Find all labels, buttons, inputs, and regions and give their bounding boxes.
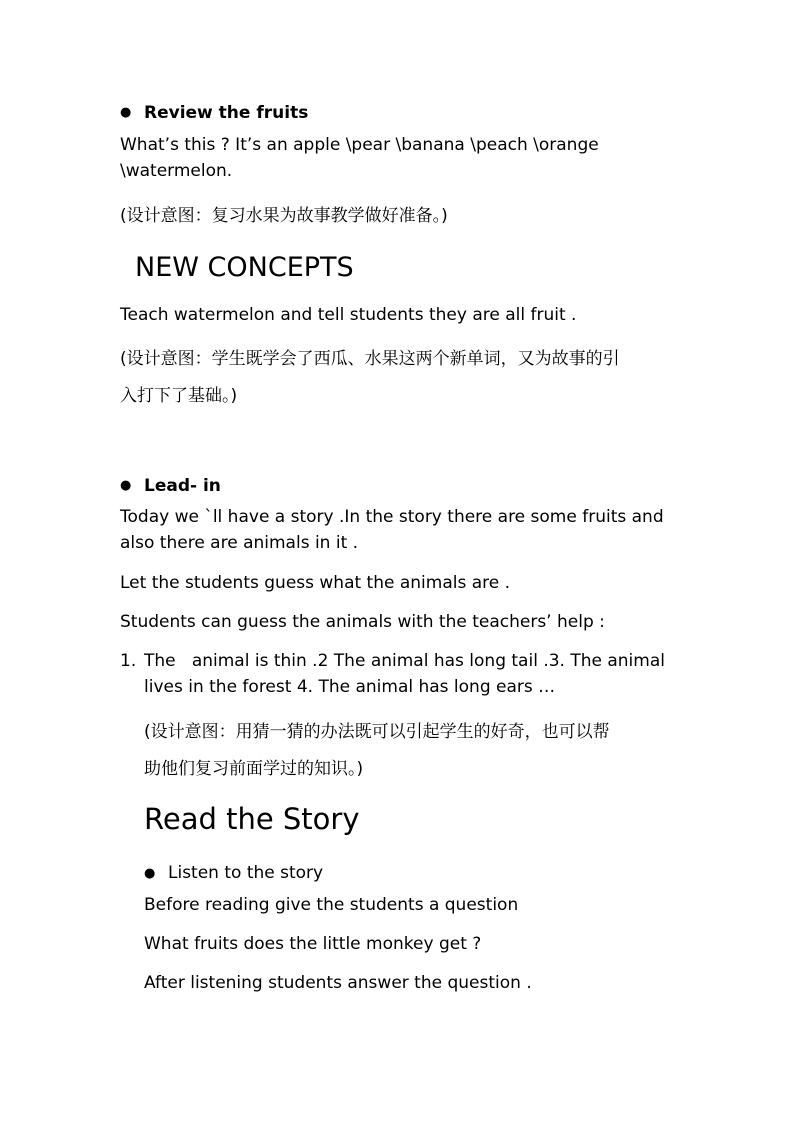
bullet-icon: ● (120, 105, 132, 120)
lead-in-paragraph-1-line-1: Today we `ll have a story .In the story there are some fruits and (120, 507, 664, 527)
list-item-line-2: lives in the forest 4. The animal has long ears … (144, 677, 556, 697)
review-fruits-heading: Review the fruits (144, 103, 309, 123)
new-concepts-note-line-2: 入打下了基础。) (120, 386, 238, 406)
read-story-line-3: After listening students answer the question . (144, 973, 532, 993)
lead-in-heading: Lead- in (144, 476, 221, 496)
read-story-line-2: What fruits does the little monkey get ? (144, 934, 482, 954)
read-story-heading: Read the Story (144, 802, 360, 836)
lead-in-paragraph-1-line-2: also there are animals in it . (120, 533, 359, 553)
new-concepts-heading: NEW CONCEPTS (135, 252, 354, 283)
bullet-icon: ● (144, 866, 156, 881)
review-fruits-line-1: What’s this ? It’s an apple \pear \banana \peach \orange (120, 135, 599, 155)
new-concepts-note-line-1: (设计意图：学生既学会了西瓜、水果这两个新单词，又为故事的引 (120, 349, 620, 369)
read-story-line-1: Before reading give the students a question (144, 895, 519, 915)
review-fruits-note: (设计意图：复习水果为故事教学做好准备。) (120, 206, 448, 226)
list-item-line-1: The animal is thin .2 The animal has long tail .3. The animal (144, 651, 665, 671)
bullet-icon: ● (120, 478, 132, 493)
lead-in-paragraph-2: Let the students guess what the animals are . (120, 573, 511, 593)
lead-in-note-line-1: (设计意图：用猜一猜的办法既可以引起学生的好奇，也可以帮 (144, 722, 610, 742)
new-concepts-text: Teach watermelon and tell students they are all fruit . (120, 305, 577, 325)
lead-in-note-line-2: 助他们复习前面学过的知识。) (144, 759, 364, 779)
listen-story-subheading: Listen to the story (168, 863, 324, 883)
review-fruits-line-2: \watermelon. (120, 161, 233, 181)
list-item-number: 1. (120, 651, 137, 671)
lead-in-paragraph-3: Students can guess the animals with the teachers’ help : (120, 612, 605, 632)
